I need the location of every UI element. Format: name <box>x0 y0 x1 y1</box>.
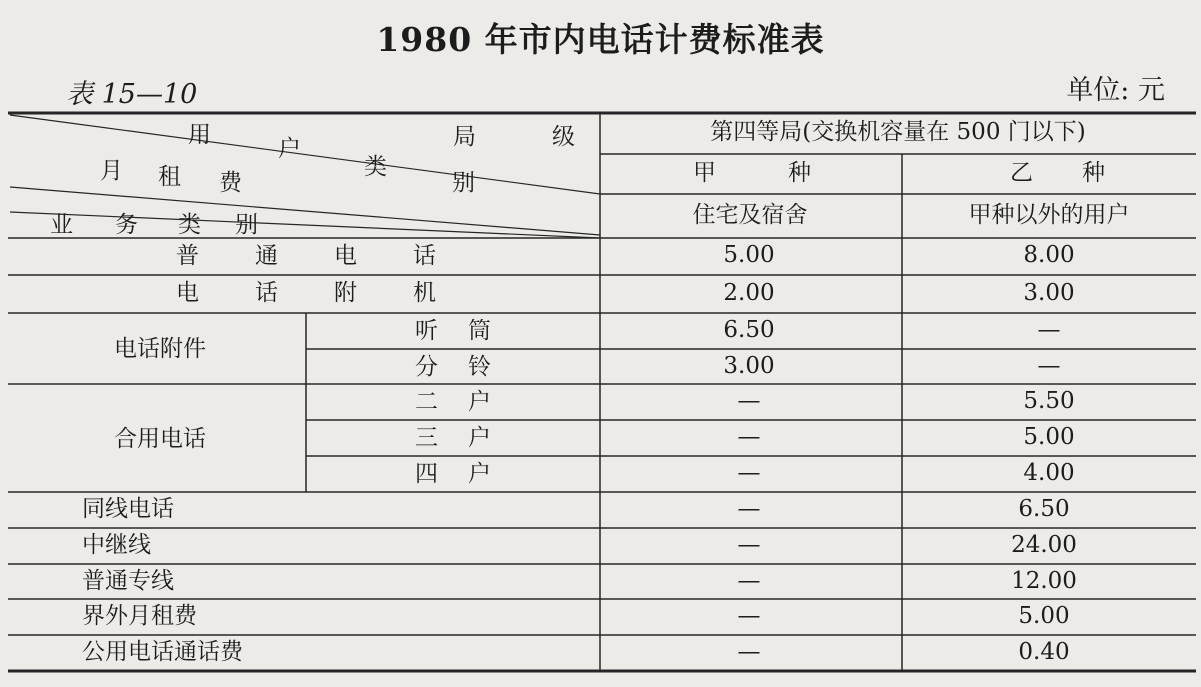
table-number: 表 15—10 <box>66 79 198 110</box>
value-cell: — <box>737 496 761 522</box>
value-cell: 12.00 <box>1011 568 1077 594</box>
header-diagonal <box>10 212 600 238</box>
row-label-dianhua-fuji: 电 话 附 机 <box>176 280 436 306</box>
sub-row-label-tingtong: 听 筒 <box>415 318 491 344</box>
row-label-gongyong: 公用电话通话费 <box>82 639 243 665</box>
value-cell: — <box>737 460 761 486</box>
diag-label-wu: 务 <box>115 212 138 238</box>
unit-label: 单位: 元 <box>1066 75 1165 106</box>
value-cell: 5.50 <box>1023 388 1075 414</box>
value-cell: — <box>737 532 761 558</box>
group-label-fujian: 电话附件 <box>114 336 206 362</box>
group-label-heyong: 合用电话 <box>114 426 206 452</box>
bureau-class-header: 第四等局(交换机容量在 500 门以下) <box>710 119 1086 145</box>
diag-label-bie: 别 <box>452 170 475 196</box>
row-label-putong-zhuanxian: 普通专线 <box>82 568 174 594</box>
row-label-zhongjixian: 中继线 <box>82 532 151 558</box>
value-cell: 4.00 <box>1023 460 1075 486</box>
type-b-description: 甲种以外的用户 <box>968 202 1130 228</box>
diag-label-fei: 费 <box>219 170 242 196</box>
value-cell: 3.00 <box>1023 280 1075 306</box>
value-cell: — <box>737 568 761 594</box>
diag-label-yong: 用 <box>188 122 211 148</box>
type-a-header: 甲 种 <box>693 160 811 186</box>
value-cell: 5.00 <box>723 242 775 268</box>
row-label-putong-dianhua: 普 通 电 话 <box>176 243 436 269</box>
header-diagonal <box>10 187 600 238</box>
header-diagonal <box>10 115 600 194</box>
value-cell: — <box>1037 317 1061 343</box>
diag-label-ye: 业 <box>50 212 73 238</box>
diag-label-bie2: 别 <box>235 212 258 238</box>
diag-label-ji: 级 <box>552 124 575 150</box>
value-cell: 2.00 <box>723 280 775 306</box>
diag-label-lei: 类 <box>364 154 387 180</box>
row-label-jiewai: 界外月租费 <box>82 603 197 629</box>
type-b-header: 乙 种 <box>1010 160 1105 186</box>
value-cell: 8.00 <box>1023 242 1075 268</box>
diag-label-hu: 户 <box>278 136 301 162</box>
row-label-tongxian: 同线电话 <box>82 496 174 522</box>
type-a-description: 住宅及宿舍 <box>692 202 808 228</box>
page-title: 1980 年市内电话计费标准表 <box>376 20 825 59</box>
value-cell: — <box>1037 353 1061 379</box>
value-cell: 3.00 <box>723 353 775 379</box>
value-cell: 5.00 <box>1023 424 1075 450</box>
sub-row-label-fenling: 分 铃 <box>415 354 491 380</box>
value-cell: — <box>737 388 761 414</box>
value-cell: 6.50 <box>1018 496 1070 522</box>
diag-label-lei2: 类 <box>178 212 201 238</box>
value-cell: — <box>737 424 761 450</box>
value-cell: 5.00 <box>1018 603 1070 629</box>
diag-label-zu: 租 <box>158 164 181 190</box>
diag-label-ju: 局 <box>453 124 476 150</box>
sub-row-label-san-hu: 三 户 <box>415 425 491 451</box>
value-cell: 0.40 <box>1018 639 1070 665</box>
sub-row-label-si-hu: 四 户 <box>415 461 491 487</box>
value-cell: 6.50 <box>723 317 775 343</box>
value-cell: — <box>737 639 761 665</box>
sub-row-label-er-hu: 二 户 <box>415 389 491 415</box>
value-cell: 24.00 <box>1011 532 1077 558</box>
diag-label-yue: 月 <box>100 158 123 184</box>
value-cell: — <box>737 603 761 629</box>
